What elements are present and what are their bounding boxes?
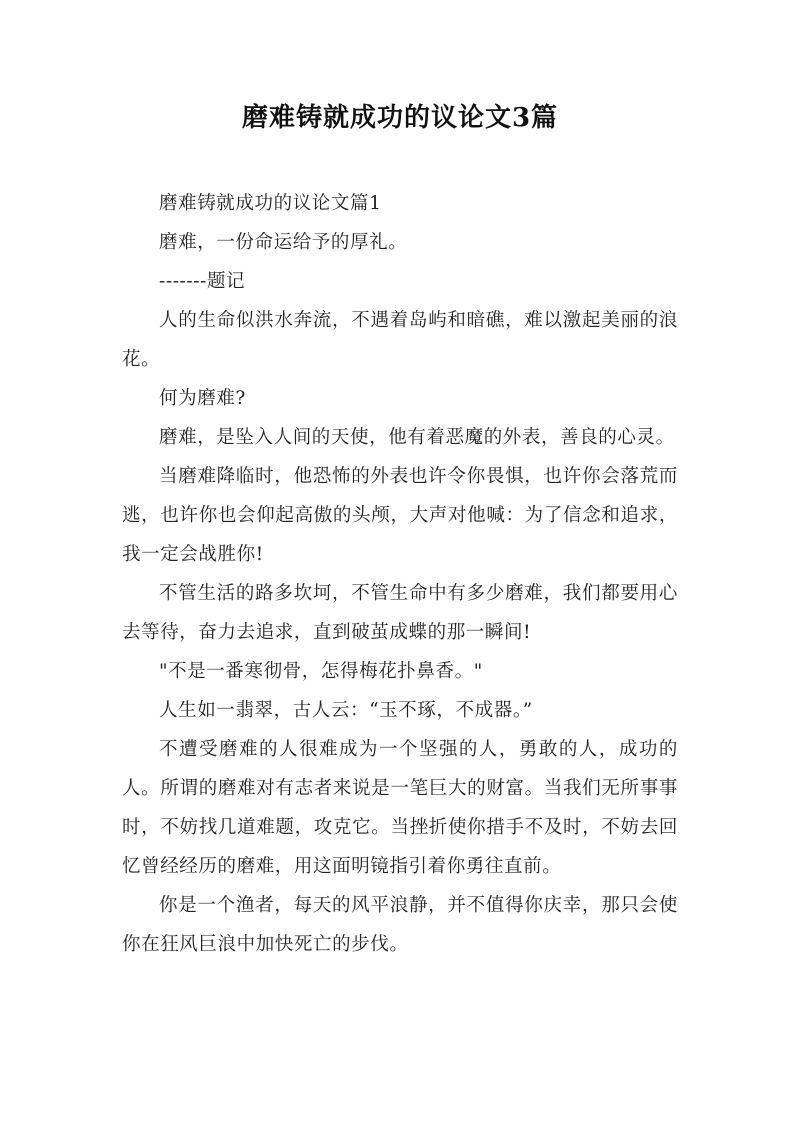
paragraph: 磨难，一份命运给予的厚礼。 bbox=[159, 232, 408, 253]
paragraph: 人的生命似洪水奔流，不遇着岛屿和暗礁，难以激起美丽的浪花。 bbox=[122, 310, 678, 370]
document-body bbox=[122, 184, 678, 964]
paragraph: 不管生活的路多坎坷，不管生命中有多少磨难，我们都要用心去等待，奋力去追求，直到破茧成蝶的那一瞬间! bbox=[122, 583, 678, 643]
paragraph: 人生如一翡翠，古人云：“玉不琢，不成器。” bbox=[159, 700, 533, 721]
paragraph: 何为磨难? bbox=[159, 388, 246, 409]
paragraph: 当磨难降临时，他恐怖的外表也许令你畏惧，也许你会落荒而逃，也许你也会仰起高傲的头颅，大声对他喊：为了信念和追求，我一定会战胜你! bbox=[122, 466, 678, 565]
document-title: 磨难铸就成功的议论文3篇 bbox=[241, 103, 559, 133]
paragraph: 磨难，是坠入人间的天使，他有着恶魔的外表，善良的心灵。 bbox=[159, 427, 675, 448]
paragraph: 你是一个渔者，每天的风平浪静，并不值得你庆幸，那只会使你在狂风巨浪中加快死亡的步伐。 bbox=[122, 895, 678, 955]
paragraph-quote: "不是一番寒彻骨，怎得梅花扑鼻香。" bbox=[159, 661, 483, 682]
paragraph-subtitle: 磨难铸就成功的议论文篇1 bbox=[159, 193, 382, 214]
paragraph: 不遭受磨难的人很难成为一个坚强的人，勇敢的人，成功的人。所谓的磨难对有志者来说是一笔巨大的财富。当我们无所事事时，不妨找几道难题，攻克它。当挫折使你措手不及时，不妨去回忆曾经经历的磨难，用这面明镜指引着你勇往直前。 bbox=[122, 739, 678, 877]
paragraph-epigraph-note: -------题记 bbox=[159, 271, 246, 292]
